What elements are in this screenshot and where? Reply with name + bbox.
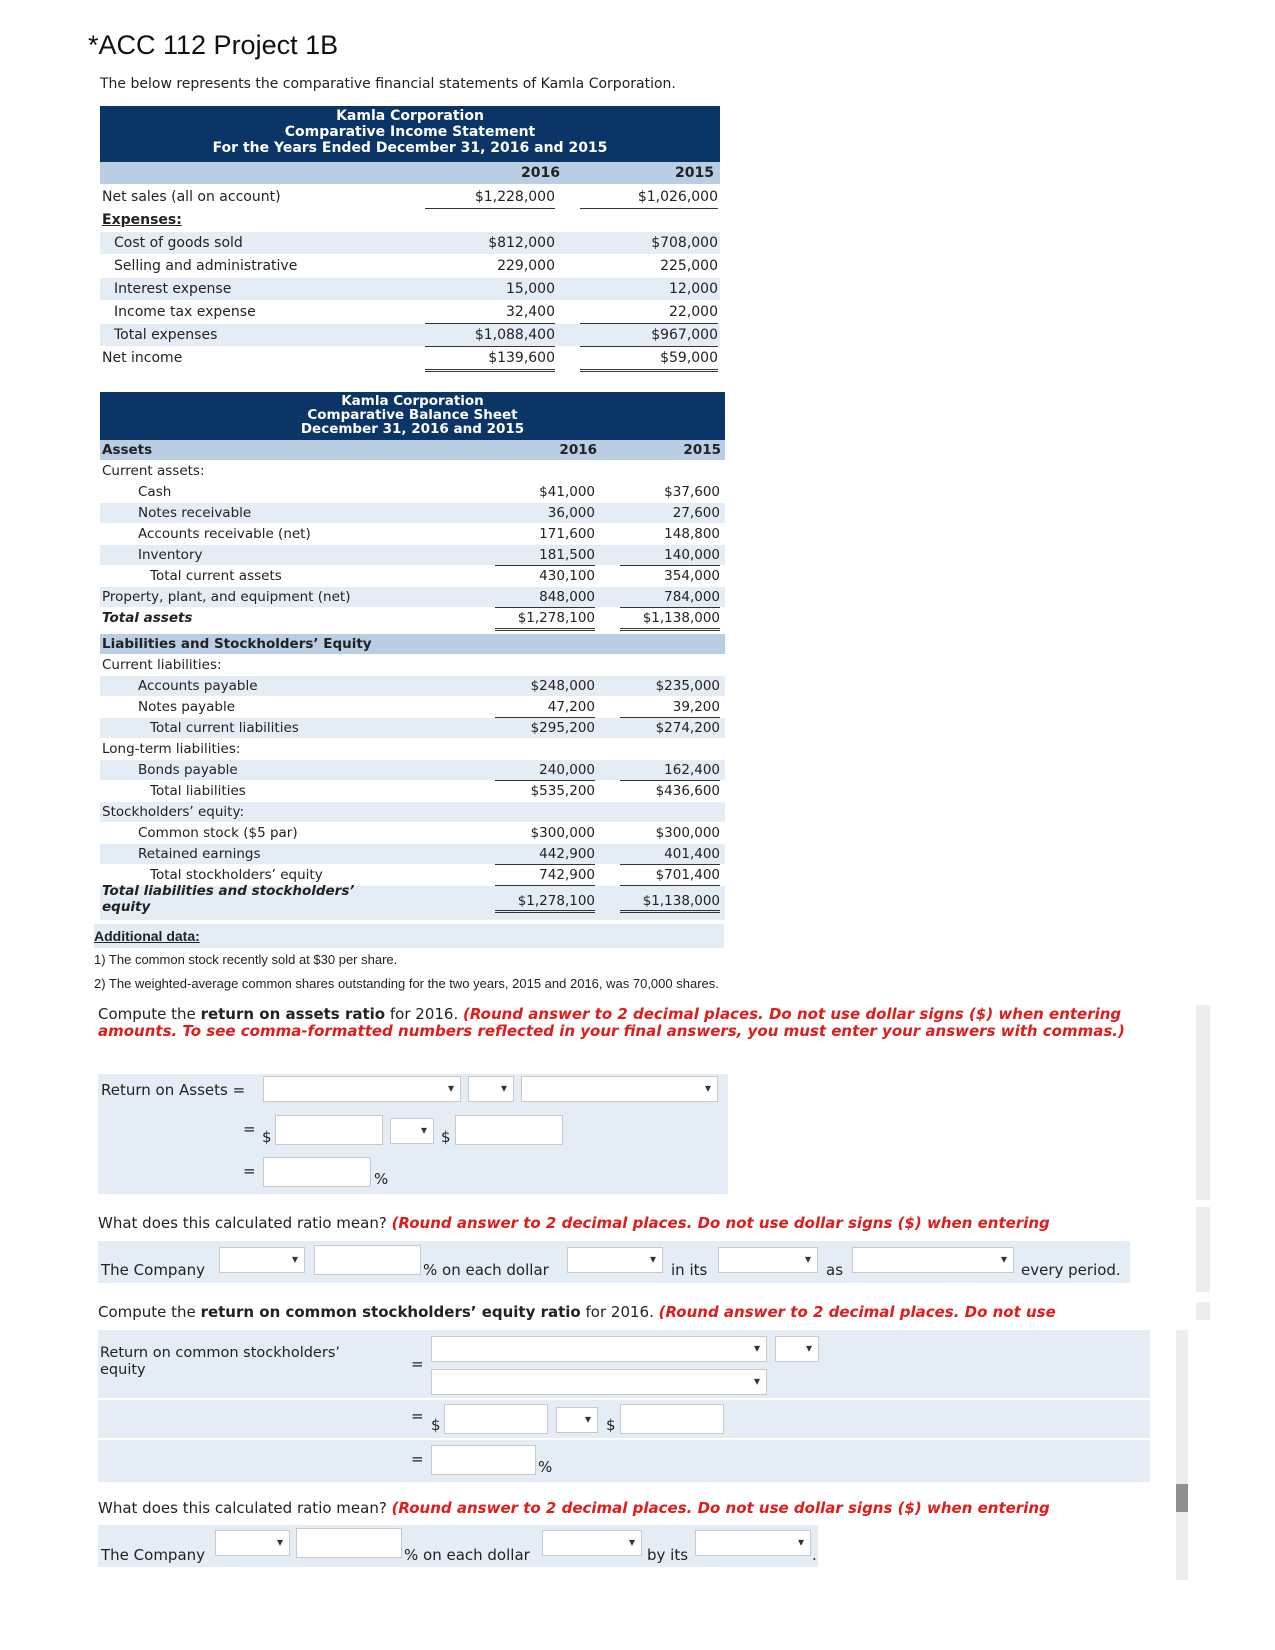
roe-meaning-by-its: by its (647, 1546, 689, 1564)
roe-label: Return on common stockholders’ (100, 1345, 340, 1361)
roa-dollar-2: $ (441, 1128, 451, 1146)
roa-meaning-on-each: % on each dollar (423, 1261, 549, 1279)
value-2016: 36,000 (547, 505, 595, 521)
roa-numerator-select[interactable] (263, 1076, 461, 1102)
q2m-instruction: (Round answer to 2 decimal places. Do not use dollar signs ($) when entering (391, 1499, 1050, 1517)
roe-numerator-input[interactable] (444, 1404, 548, 1434)
row-label: Income tax expense (114, 304, 256, 320)
scrollbar-track-3[interactable] (1196, 1302, 1210, 1320)
bs-row-total-liabilities (100, 781, 725, 801)
is-row-total-expenses (100, 324, 720, 346)
value-2016: $1,278,100 (495, 892, 595, 913)
row-label: Retained earnings (138, 846, 261, 862)
row-label: Cost of goods sold (114, 235, 243, 251)
row-label: Net income (102, 350, 183, 366)
row-label: Inventory (138, 547, 203, 563)
bs-liabilities-header (100, 634, 725, 654)
value-2016: 442,900 (495, 844, 595, 865)
roe-meaning-verb-select[interactable] (215, 1530, 290, 1556)
value-2016: $300,000 (530, 825, 595, 841)
roa-label: Return on Assets = (101, 1081, 246, 1099)
scrollbar-track-4[interactable] (1176, 1330, 1188, 1580)
value-2015: $235,000 (655, 678, 720, 694)
value-2016: 171,600 (539, 526, 595, 542)
additional-data (94, 924, 724, 996)
bs-row-total-equity (100, 865, 725, 885)
roa-denominator-input[interactable] (455, 1115, 563, 1145)
is-period: For the Years Ended December 31, 2016 and 2015 (212, 140, 608, 156)
value-2015: $1,138,000 (620, 608, 720, 631)
roa-meaning-in-its: in its (671, 1261, 708, 1279)
intro-text: The below represents the comparative financial statements of Kamla Corporation. (100, 76, 676, 92)
value-2016: 181,500 (495, 545, 595, 566)
q2-pre: Compute the (98, 1303, 201, 1321)
value-2016: 229,000 (497, 258, 555, 274)
question-roe (98, 1304, 1138, 1321)
value-2016: 15,000 (506, 281, 555, 297)
row-label: Net sales (all on account) (102, 189, 281, 205)
roe-meaning-select-3[interactable] (695, 1530, 811, 1556)
roe-percent: % (538, 1458, 553, 1476)
bs-company-name: Kamla Corporation (341, 393, 484, 409)
roe-equals-3: = (411, 1450, 424, 1468)
bs-row-cash (100, 482, 725, 502)
roa-percent: % (374, 1170, 389, 1188)
roa-equals-3: = (243, 1162, 256, 1180)
value-2016: $139,600 (425, 347, 555, 372)
value-2016: $41,000 (539, 484, 595, 500)
row-label: Common stock ($5 par) (138, 825, 298, 841)
roa-meaning-every: every period. (1021, 1261, 1121, 1279)
roa-meaning-company: The Company (101, 1261, 206, 1279)
roa-meaning-percent-input[interactable] (314, 1245, 421, 1275)
page-title: *ACC 112 Project 1B (88, 30, 339, 60)
row-label: Total current assets (150, 568, 282, 584)
roa-operator-select[interactable] (468, 1076, 514, 1102)
bs-row-long-term-liabilities (100, 739, 725, 759)
roa-dollar-1: $ (262, 1128, 272, 1146)
is-row-tax (100, 301, 720, 323)
value-2016: $1,088,400 (425, 324, 555, 347)
roe-equals-1: = (411, 1355, 424, 1373)
question-roa-meaning (98, 1215, 1138, 1232)
bs-row-total-assets (100, 608, 725, 628)
value-2016: $295,200 (530, 720, 595, 736)
value-2015: $59,000 (580, 347, 718, 372)
bs-row-notes-payable (100, 697, 725, 717)
roe-dollar-1: $ (431, 1416, 441, 1434)
question-roa (98, 1006, 1138, 1040)
q2-bold: return on common stockholders’ equity ratio (200, 1303, 581, 1321)
value-2016: $1,228,000 (425, 186, 555, 209)
value-2016: 742,900 (495, 865, 595, 886)
bs-row-total-current-liabilities (100, 718, 725, 738)
is-row-expenses (100, 209, 720, 231)
row-label: Total assets (102, 610, 193, 626)
roe-meaning-select-2[interactable] (542, 1530, 642, 1556)
is-column-header (100, 162, 720, 184)
row-label: Property, plant, and equipment (net) (102, 589, 351, 605)
row-label: Total liabilities (150, 783, 246, 799)
value-2015: $274,200 (655, 720, 720, 736)
is-row-cogs (100, 232, 720, 254)
q1-bold: return on assets ratio (200, 1005, 386, 1023)
value-2016: $535,200 (530, 783, 595, 799)
roa-meaning-select-4[interactable] (852, 1247, 1014, 1273)
scrollbar-track-2[interactable] (1196, 1207, 1210, 1292)
is-row-interest (100, 278, 720, 300)
row-label: Total stockholders’ equity (150, 867, 323, 883)
is-company-name: Kamla Corporation (336, 108, 484, 124)
value-2016: 47,200 (495, 697, 595, 718)
row-label: Total current liabilities (150, 720, 299, 736)
bs-row-retained-earnings (100, 844, 725, 864)
additional-data-title: Additional data: (94, 924, 724, 948)
q1-pre: Compute the (98, 1005, 201, 1023)
value-2015: $300,000 (655, 825, 720, 841)
balance-sheet-header (100, 392, 725, 440)
roe-dollar-2: $ (606, 1416, 616, 1434)
bs-col-2016: 2016 (559, 442, 597, 458)
value-2015: 140,000 (620, 545, 720, 566)
bs-statement-name: Comparative Balance Sheet (307, 407, 518, 423)
row-label: Expenses: (102, 212, 182, 228)
row-label: Notes payable (138, 699, 236, 715)
row-label: Long-term liabilities: (102, 741, 241, 757)
roe-meaning-on-each: % on each dollar (404, 1546, 530, 1564)
q2-post: for 2016. (580, 1303, 659, 1321)
row-label: Bonds payable (138, 762, 238, 778)
row-label: Cash (138, 484, 172, 500)
roa-denominator-select[interactable] (521, 1076, 718, 1102)
q1-instruction: (Round answer to 2 decimal places. Do not use dollar signs ($) when entering amounts. To see comma-formatted numbers reflected in your final answers, you must enter your answers with commas.) (98, 1005, 1125, 1040)
is-row-selling (100, 255, 720, 277)
value-2015: $37,600 (664, 484, 720, 500)
value-2015: 162,400 (620, 760, 720, 781)
roe-meaning-period: . (812, 1546, 817, 1564)
bs-row-accounts-receivable (100, 524, 725, 544)
row-label: Stockholders’ equity: (102, 804, 245, 820)
value-2015: 12,000 (669, 281, 718, 297)
row-label: Total expenses (114, 327, 218, 343)
value-2015: $1,138,000 (620, 892, 720, 913)
row-label: Current liabilities: (102, 657, 222, 673)
roe-label-continued: equity (100, 1362, 146, 1378)
assets-label: Assets (102, 442, 153, 458)
roe-denominator-input[interactable] (620, 1404, 724, 1434)
roa-equals-2: = (243, 1120, 256, 1138)
bs-row-current-liabilities (100, 655, 725, 675)
is-col-2015: 2015 (675, 165, 714, 181)
additional-item-2: 2) The weighted-average common shares outstanding for the two years, 2015 and 2016, was 70,000 shares. (94, 976, 719, 991)
row-label: Accounts payable (138, 678, 258, 694)
value-2016: 240,000 (495, 760, 595, 781)
roe-divider-1 (98, 1398, 1150, 1400)
value-2015: 27,600 (672, 505, 720, 521)
roa-meaning-select-2[interactable] (567, 1247, 663, 1273)
value-2016: 430,100 (539, 568, 595, 584)
bs-row-ppe (100, 587, 725, 607)
roe-equals-2: = (411, 1407, 424, 1425)
row-label: Total liabilities and stockholders’ (102, 883, 355, 899)
value-2016: 848,000 (495, 587, 595, 608)
roe-operator-select[interactable] (775, 1336, 819, 1362)
value-2015: 39,200 (620, 697, 720, 718)
is-statement-name: Comparative Income Statement (284, 124, 536, 140)
bs-row-accounts-payable (100, 676, 725, 696)
row-label: Notes receivable (138, 505, 252, 521)
roa-meaning-select-3[interactable] (718, 1247, 818, 1273)
scrollbar-track-1[interactable] (1196, 1005, 1210, 1200)
additional-item-1: 1) The common stock recently sold at $30 per share. (94, 952, 398, 967)
value-2016: 32,400 (425, 301, 555, 324)
roa-meaning-as: as (826, 1261, 844, 1279)
roe-operator-select-2[interactable] (556, 1407, 598, 1433)
value-2015: $1,026,000 (580, 186, 718, 209)
roa-result-input[interactable] (263, 1157, 371, 1187)
is-row-net-income (100, 347, 720, 369)
value-2015: $701,400 (620, 865, 720, 886)
bs-row-current-assets (100, 461, 725, 481)
row-label: Accounts receivable (net) (138, 526, 311, 542)
bs-row-notes-receivable (100, 503, 725, 523)
row-label-continued: equity (102, 899, 151, 915)
scrollbar-thumb[interactable] (1176, 1484, 1188, 1512)
bs-column-header (100, 440, 725, 460)
row-label: Interest expense (114, 281, 232, 297)
roe-meaning-percent-input[interactable] (296, 1528, 402, 1558)
bs-row-common-stock (100, 823, 725, 843)
value-2015: 784,000 (620, 587, 720, 608)
value-2015: 22,000 (580, 301, 718, 324)
liabilities-label: Liabilities and Stockholders’ Equity (102, 636, 372, 652)
value-2015: $708,000 (651, 235, 718, 251)
is-row-net-sales (100, 186, 720, 208)
income-statement-header (100, 106, 720, 162)
value-2015: 401,400 (620, 844, 720, 865)
q1m-text: What does this calculated ratio mean? (98, 1214, 392, 1232)
value-2016: $248,000 (530, 678, 595, 694)
roa-numerator-input[interactable] (275, 1115, 383, 1145)
row-label: Current assets: (102, 463, 205, 479)
bs-row-stockholders-equity (100, 802, 725, 822)
value-2015: $967,000 (580, 324, 718, 347)
bs-row-bonds-payable (100, 760, 725, 780)
is-col-2016: 2016 (521, 165, 560, 181)
value-2016: $1,278,100 (495, 608, 595, 631)
bs-row-total-liabilities-equity (100, 883, 725, 920)
value-2015: $436,600 (655, 783, 720, 799)
q2m-text: What does this calculated ratio mean? (98, 1499, 392, 1517)
roe-meaning-company: The Company (101, 1546, 206, 1564)
bs-col-2015: 2015 (683, 442, 721, 458)
roe-divider-2 (98, 1438, 1150, 1440)
q1-post: for 2016. (385, 1005, 463, 1023)
row-label: Selling and administrative (114, 258, 298, 274)
roa-meaning-verb-select[interactable] (219, 1247, 305, 1273)
question-roe-meaning (98, 1500, 1138, 1517)
value-2015: 225,000 (660, 258, 718, 274)
roe-numerator-select[interactable] (431, 1336, 767, 1362)
bs-period: December 31, 2016 and 2015 (300, 421, 525, 437)
q1m-instruction: (Round answer to 2 decimal places. Do not use dollar signs ($) when entering (391, 1214, 1050, 1232)
roe-denominator-select[interactable] (431, 1369, 767, 1395)
bs-row-total-current-assets (100, 566, 725, 586)
value-2016: $812,000 (488, 235, 555, 251)
value-2015: 354,000 (664, 568, 720, 584)
roe-result-input[interactable] (431, 1445, 536, 1475)
value-2015: 148,800 (664, 526, 720, 542)
bs-row-inventory (100, 545, 725, 565)
q2-instruction: (Round answer to 2 decimal places. Do not use (658, 1303, 1056, 1321)
roa-operator-select-2[interactable] (390, 1118, 434, 1144)
